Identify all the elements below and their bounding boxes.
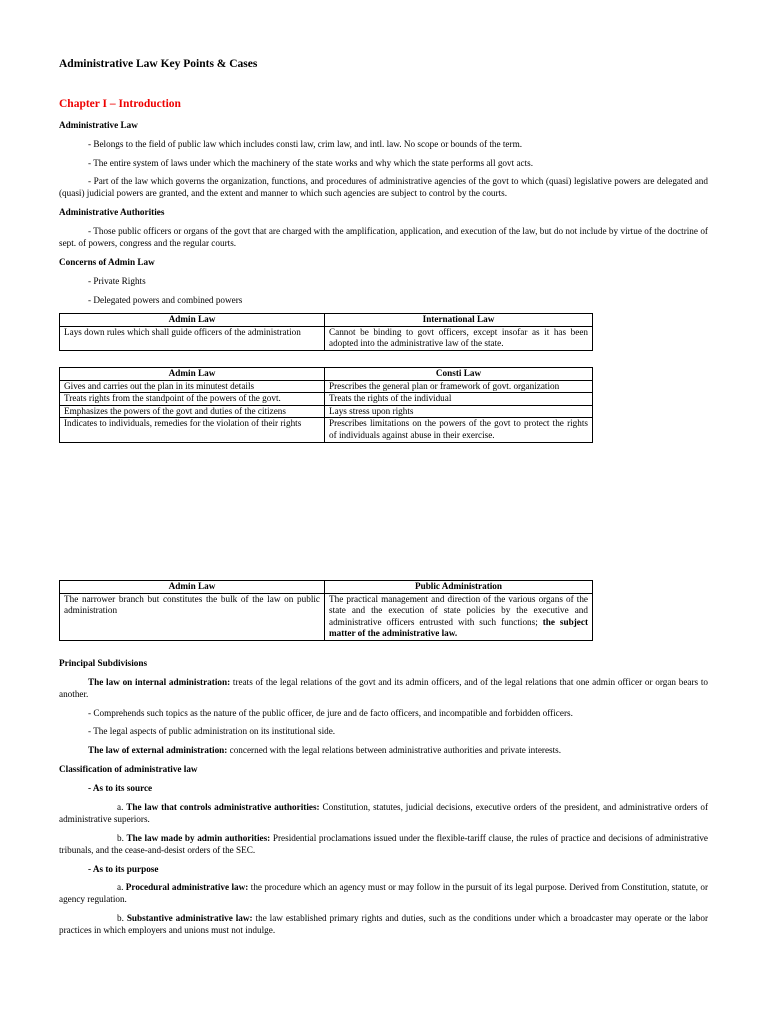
subheading-purpose: - As to its purpose — [88, 864, 159, 874]
section-heading-admin-law: Administrative Law — [59, 120, 138, 130]
table-cell: Treats rights from the standpoint of the powers of the govt. — [60, 393, 325, 406]
item-prefix: a. — [117, 802, 124, 812]
comparison-table-consti-law — [59, 367, 593, 443]
term-label: The law that controls administrative authorities: — [126, 802, 320, 812]
term-label: The law made by admin authorities: — [126, 833, 271, 843]
cell-bold-text: the subject matter of the administrative law. — [329, 616, 588, 639]
column-header: Public Administration — [325, 581, 593, 594]
table-cell: Cannot be binding to govt officers, except insofar as it has been adopted into the administrative law of the state. — [325, 326, 593, 350]
table-header-row — [60, 581, 593, 594]
chapter-heading: Chapter I – Introduction — [59, 98, 181, 110]
section-heading-admin-authorities: Administrative Authorities — [59, 207, 165, 217]
table-cell: The narrower branch but constitutes the bulk of the law on public administration — [60, 593, 325, 640]
term-definition: the procedure which an agency must or may follow in the pursuit of its legal purpose. Derived from Constitution, statute, or agency regulation. — [59, 882, 709, 904]
table-row — [60, 418, 593, 442]
table-cell: Gives and carries out the plan in its minutest details — [60, 380, 325, 393]
section-heading-principal-subdivisions: Principal Subdivisions — [59, 658, 148, 668]
list-item: - Private Rights — [88, 276, 146, 286]
table-row — [60, 393, 593, 406]
term-definition: treats of the legal relations of the govt and its admin officers, and of the legal relations that one admin officer or organ bears to another. — [59, 677, 709, 699]
paragraph: - Part of the law which governs the organization, functions, and procedures of administrative agencies of the govt to which (quasi) legislative powers are delegated and (quasi) judicial powers are granted, and the extent and manner to which such agencies are subject to control by the courts. — [59, 176, 708, 198]
section-heading-concerns: Concerns of Admin Law — [59, 257, 155, 267]
column-header: International Law — [325, 314, 593, 327]
column-header: Admin Law — [60, 581, 325, 594]
paragraph — [59, 912, 708, 936]
term-label: The law on internal administration: — [88, 677, 231, 687]
document-title: Administrative Law Key Points & Cases — [59, 58, 258, 70]
item-prefix: b. — [117, 913, 124, 923]
comparison-table-international-law — [59, 313, 593, 351]
paragraph: - Those public officers or organs of the govt that are charged with the amplification, application, and execution of the law, but do not include by virtue of the doctrine of sept. of powers, congress and the regular courts. — [59, 226, 708, 248]
table-cell: Prescribes limitations on the powers of the govt to protect the rights of individuals against abuse in their exercise. — [325, 418, 593, 442]
paragraph — [59, 881, 708, 905]
term-definition: Constitution, statutes, judicial decisions, executive orders of the president, and administrative orders of administrative superiors. — [59, 802, 709, 824]
cell-text: The practical management and direction of the various organs of the state and the execution of state policies by the executive and administrative officers entrusted with such functions; — [329, 593, 588, 627]
table-cell: Indicates to individuals, remedies for the violation of their rights — [60, 418, 325, 442]
column-header: Consti Law — [325, 368, 593, 381]
column-header: Admin Law — [60, 314, 325, 327]
paragraph — [59, 744, 708, 756]
table-cell: Lays stress upon rights — [325, 405, 593, 418]
term-definition: the law established primary rights and duties, such as the conditions under which a broadcaster may operate or the labor practices in which employers and unions must not indulge. — [59, 913, 709, 935]
column-header: Admin Law — [60, 368, 325, 381]
table-row — [60, 380, 593, 393]
item-prefix: a. — [117, 882, 124, 892]
term-label: Procedural administrative law: — [125, 882, 249, 892]
list-item: - Delegated powers and combined powers — [88, 295, 243, 305]
subheading-source: - As to its source — [88, 783, 153, 793]
term-label: Substantive administrative law: — [126, 913, 253, 923]
list-item: - Comprehends such topics as the nature of the public officer, de jure and de facto officers, and incompatible and forbidden officers. — [88, 708, 573, 718]
paragraph — [59, 676, 708, 700]
table-cell: Prescribes the general plan or framework of govt. organization — [325, 380, 593, 393]
table-cell: Treats the rights of the individual — [325, 393, 593, 406]
comparison-table-public-administration — [59, 580, 593, 641]
table-header-row — [60, 314, 593, 327]
term-label: The law of external administration: — [88, 745, 228, 755]
item-prefix: b. — [117, 833, 124, 843]
term-definition: concerned with the legal relations between administrative authorities and private interests. — [229, 745, 562, 755]
list-item: - The legal aspects of public administration on its institutional side. — [88, 726, 336, 736]
paragraph — [59, 801, 708, 825]
section-heading-classification: Classification of administrative law — [59, 764, 198, 774]
table-row — [60, 405, 593, 418]
table-row — [60, 593, 593, 640]
paragraph: - The entire system of laws under which the machinery of the state works and why which the state performs all govt acts. — [88, 158, 534, 168]
table-cell: Lays down rules which shall guide officers of the administration — [60, 326, 325, 350]
term-definition: Presidential proclamations issued under the flexible-tariff clause, the rules of practice and decisions of administrative tribunals, and the cease-and-desist orders of the SEC. — [59, 833, 709, 855]
table-row — [60, 326, 593, 350]
paragraph — [59, 832, 708, 856]
table-cell — [325, 593, 593, 640]
paragraph: - Belongs to the field of public law which includes consti law, crim law, and intl. law. No scope or bounds of the term. — [88, 139, 523, 149]
table-header-row — [60, 368, 593, 381]
table-cell: Emphasizes the powers of the govt and duties of the citizens — [60, 405, 325, 418]
